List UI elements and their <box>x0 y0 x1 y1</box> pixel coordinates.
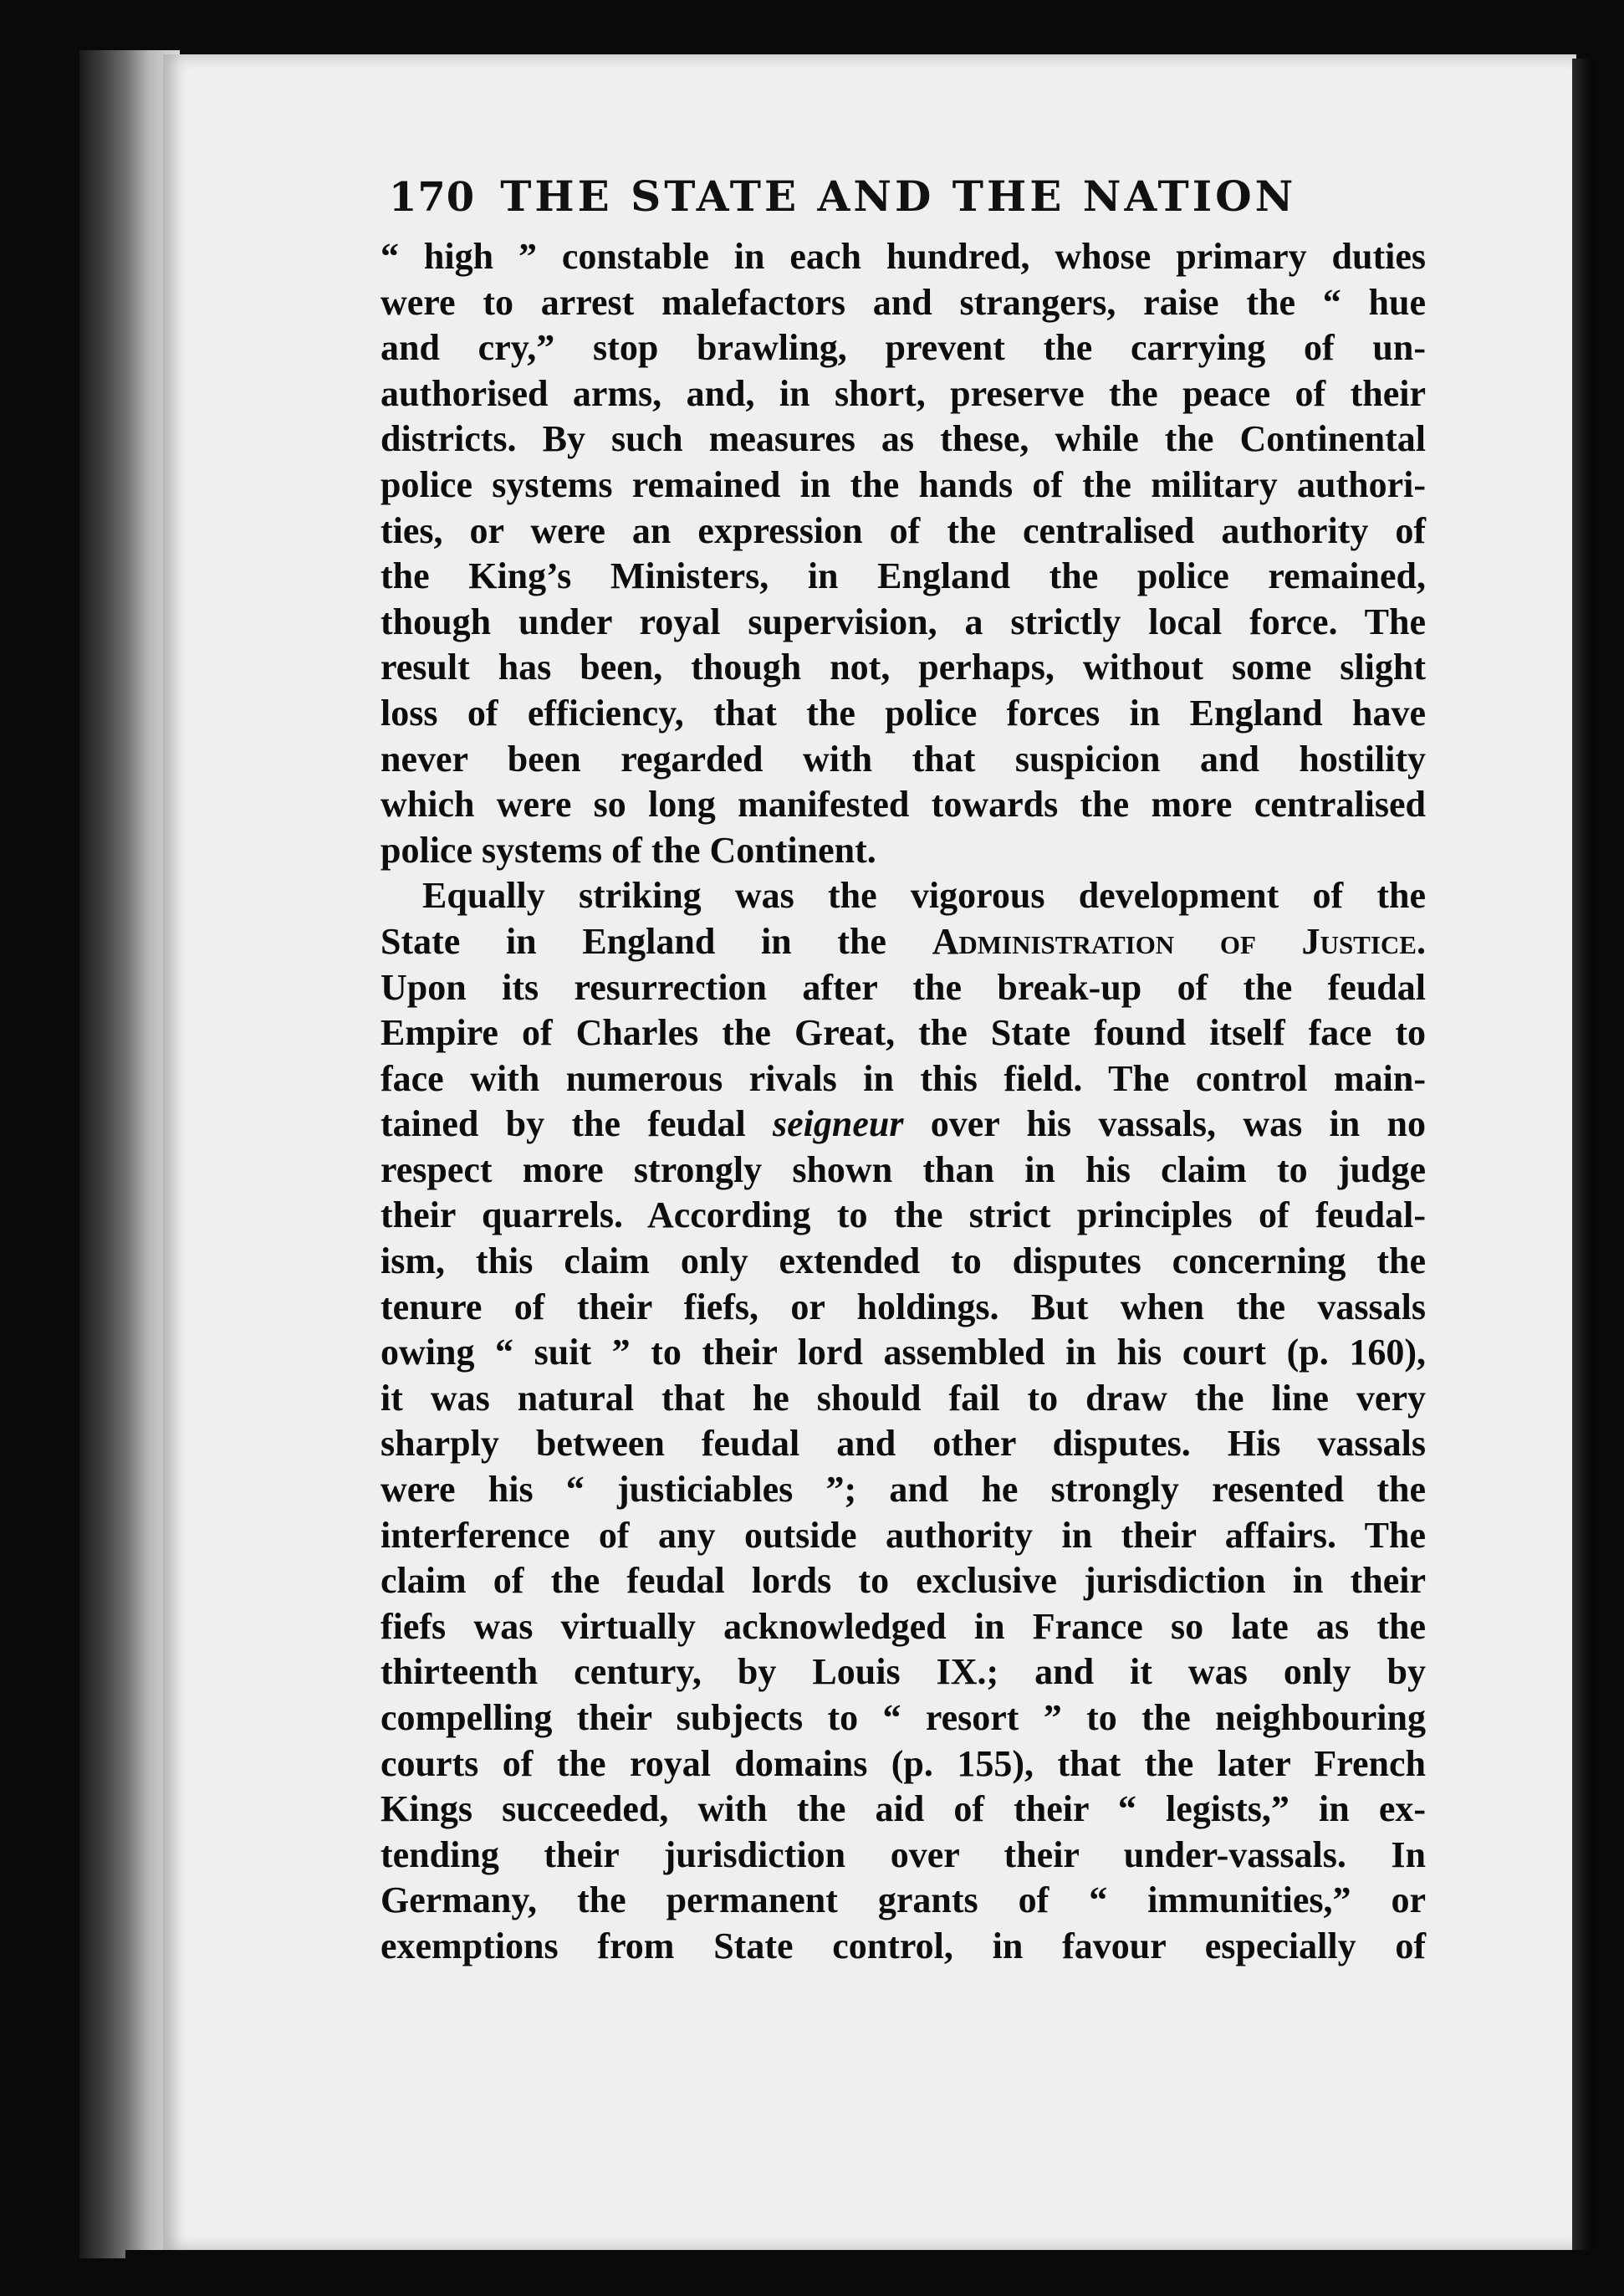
text-line: fiefs was virtually acknowledged in France so late as the <box>380 1605 1426 1647</box>
text-line: were to arrest malefactors and strangers, raise the “ hue <box>380 281 1426 323</box>
text-line: tenure of their fiefs, or holdings. But when the vassals <box>380 1286 1426 1327</box>
text-line: claim of the feudal lords to exclusive jurisdiction in their <box>380 1560 1426 1602</box>
small-caps-heading: Administration of Justice. <box>932 920 1426 962</box>
paragraph-first-line: Equally striking was the vigorous development of the <box>422 875 1426 917</box>
italic-term: seigneur <box>773 1103 904 1145</box>
text-line: Germany, the permanent grants of “ immunities,” or <box>380 1879 1426 1921</box>
text-line: which were so long manifested towards the more centralised <box>380 784 1426 826</box>
text-line: their quarrels. According to the strict principles of feudal- <box>380 1194 1426 1236</box>
text-line: thirteenth century, by Louis IX.; and it was only by <box>380 1651 1426 1693</box>
text-line: and cry,” stop brawling, prevent the carrying of un- <box>380 327 1426 369</box>
page-right-edge <box>1572 59 1596 2250</box>
text-line: though under royal supervision, a strictly local force. The <box>380 601 1426 642</box>
text-line: owing “ suit ” to their lord assembled in his court (p. 160), <box>380 1332 1426 1373</box>
text-line: face with numerous rivals in this field. The control main- <box>380 1057 1426 1099</box>
text-line: loss of efficiency, that the police forces in England have <box>380 692 1426 734</box>
text-line: the King’s Ministers, in England the police remained, <box>380 555 1426 597</box>
text-line: compelling their subjects to “ resort ” to the neighbouring <box>380 1697 1426 1738</box>
text-line: Kings succeeded, with the aid of their “ legists,” in ex- <box>380 1788 1426 1830</box>
text-run: tained by the feudal <box>380 1103 746 1145</box>
text-line: courts of the royal domains (p. 155), that the later French <box>380 1742 1426 1784</box>
text-line: ism, this claim only extended to disputes concerning the <box>380 1240 1426 1282</box>
text-line: it was natural that he should fail to draw the line very <box>380 1377 1426 1419</box>
text-line: interference of any outside authority in their affairs. The <box>380 1514 1426 1556</box>
text-line: districts. By such measures as these, while the Continental <box>380 418 1426 460</box>
text-line <box>380 919 1426 965</box>
text-line: respect more strongly shown than in his claim to judge <box>380 1148 1426 1190</box>
text-line: never been regarded with that suspicion and hostility <box>380 738 1426 780</box>
text-line: were his “ justiciables ”; and he strongly resented the <box>380 1469 1426 1511</box>
text-run: over his vassals, was in no <box>930 1103 1426 1145</box>
running-title: THE STATE AND THE NATION <box>500 171 1297 221</box>
text-line: ties, or were an expression of the centralised authority of <box>380 509 1426 551</box>
page-number: 170 <box>389 174 476 221</box>
running-head <box>389 171 1434 221</box>
text-line: sharply between feudal and other disputes. His vassals <box>380 1423 1426 1465</box>
page-bottom-edge <box>125 2250 1597 2296</box>
text-line <box>380 1102 1426 1148</box>
text-line: authorised arms, and, in short, preserve the peace of their <box>380 372 1426 414</box>
text-line: result has been, though not, perhaps, without some slight <box>380 647 1426 688</box>
text-line: police systems remained in the hands of the military authori- <box>380 463 1426 505</box>
text-line: “ high ” constable in each hundred, whose primary duties <box>380 236 1426 277</box>
text-line: police systems of the Continent. <box>380 829 876 871</box>
text-line: tending their jurisdiction over their under-vassals. In <box>380 1833 1426 1875</box>
text-line: Upon its resurrection after the break-up of the feudal <box>380 966 1426 1008</box>
text-line: exemptions from State control, in favour especially of <box>380 1925 1426 1966</box>
text-run: State in England in the <box>380 920 886 962</box>
body-text <box>380 234 1434 1970</box>
text-line: Empire of Charles the Great, the State found itself face to <box>380 1012 1426 1054</box>
page-text-block <box>380 171 1434 1970</box>
